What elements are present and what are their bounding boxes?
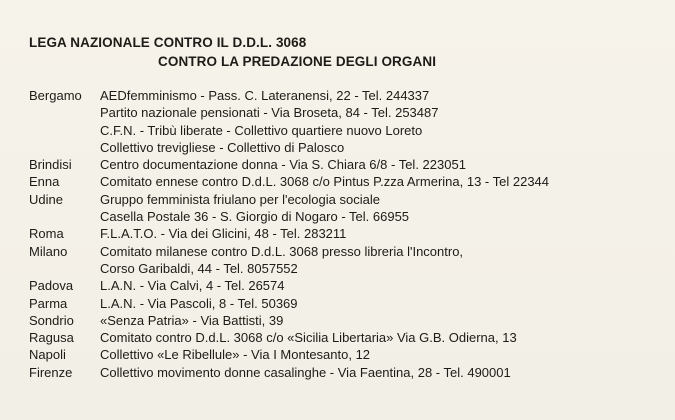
entry-line: Comitato milanese contro D.d.L. 3068 presso libreria l'Incontro, [100,243,464,259]
list-item [29,346,659,363]
entry-line: F.L.A.T.O. - Via dei Glicini, 48 - Tel. 283211 [100,226,347,242]
city-label: Padova [29,278,74,294]
entry-line: Collettivo trevigliese - Collettivo di Palosco [100,139,345,155]
list-item [29,191,659,226]
list-item [29,295,659,312]
entry-line: L.A.N. - Via Calvi, 4 - Tel. 26574 [100,278,285,294]
city-label: Bergamo [29,88,82,103]
list-item [29,329,659,346]
entry-line: Corso Garibaldi, 44 - Tel. 8057552 [100,260,298,276]
contact-list [29,87,659,381]
entry-line: C.F.N. - Tribù liberate - Collettivo quartiere nuovo Loreto [100,122,423,138]
entry-line: L.A.N. - Via Pascoli, 8 - Tel. 50369 [100,295,298,311]
city-label: Ragusa [29,330,74,346]
list-item [29,312,659,329]
entry-line: AEDfemminismo - Pass. C. Lateranensi, 22 - Tel. 244337 [100,88,430,103]
city-label: Enna [29,174,60,190]
list-item [29,225,659,242]
list-item [29,87,659,156]
entry-line: Centro documentazione donna - Via S. Chiara 6/8 - Tel. 223051 [100,157,466,173]
city-label: Firenze [29,364,73,380]
entry-line: Casella Postale 36 - S. Giorgio di Nogaro - Tel. 66955 [100,209,410,225]
entry-line: Partito nazionale pensionati - Via Broseta, 84 - Tel. 253487 [100,105,439,121]
city-label: Parma [29,295,68,311]
entry-line: Comitato ennese contro D.d.L. 3068 c/o Pintus P.zza Armerina, 13 - Tel 22344 [100,174,550,190]
city-label: Milano [29,243,68,259]
entry-line: Gruppo femminista friulano per l'ecologia sociale [100,191,380,207]
city-label: Roma [29,226,64,242]
document-title: LEGA NAZIONALE CONTRO IL D.D.L. 3068 [29,35,307,50]
city-label: Napoli [29,347,66,363]
list-item [29,277,659,294]
city-label: Brindisi [29,157,72,173]
city-label: Udine [29,191,63,207]
list-item [29,364,659,381]
entry-line: «Senza Patria» - Via Battisti, 39 [100,312,284,328]
list-item [29,173,659,190]
entry-line: Collettivo «Le Ribellule» - Via I Montesanto, 12 [100,347,371,363]
document-subtitle: CONTRO LA PREDAZIONE DEGLI ORGANI [158,54,437,69]
entry-line: Collettivo movimento donne casalinghe - Via Faentina, 28 - Tel. 490001 [100,364,511,380]
entry-line: Comitato contro D.d.L. 3068 c/o «Sicilia Libertaria» Via G.B. Odierna, 13 [100,330,517,346]
city-label: Sondrio [29,312,74,328]
list-item [29,156,659,173]
list-item [29,243,659,278]
